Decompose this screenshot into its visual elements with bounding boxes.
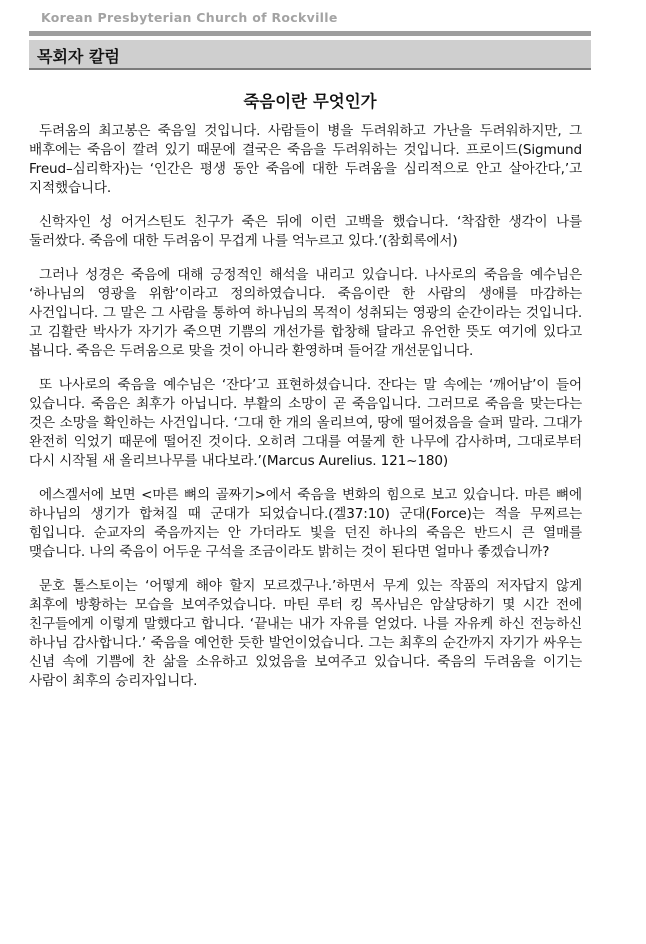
section-label: 목회자 칼럼 — [37, 47, 120, 66]
section-bar — [29, 40, 591, 70]
article-body — [29, 122, 582, 706]
article-paragraph: 두려움의 최고봉은 죽음일 것입니다. 사람들이 병을 두려워하고 가난을 두려워하지만, 그 배후에는 죽음이 깔려 있기 때문에 결국은 죽음을 두려워하는 것입니다. 프로이드(Sigmund Freud–심리학자)는 ‘인간은 평생 동안 죽음에 대한 두려움을 심리적으로 안고 살아간다,’고 지적했습니다. — [29, 123, 582, 196]
article-paragraph: 문호 톨스토이는 ‘어떻게 해야 할지 모르겠구나.’하면서 무게 있는 작품의 저자답지 않게 최후에 방황하는 모습을 보여주었습니다. 마틴 루터 킹 목사님은 암살당하기 몇 시간 전에 친구들에게 이렇게 말했다고 합니다. ‘끝내는 내가 자유를 얻었다. 나를 자유케 하신 전능하신 하나님 감사합니다.’ 죽음을 예언한 듯한 발언이었습니다. 그는 최후의 순간까지 자기가 싸우는 신념 속에 기쁨에 찬 삶을 소유하고 있었음을 보여주고 있습니다. 죽음의 두려움을 이기는 사람이 최후의 승리자입니다. — [29, 578, 582, 689]
article-paragraph: 또 나사로의 죽음을 예수님은 ‘잔다’고 표현하셨습니다. 잔다는 말 속에는 ‘깨어남’이 들어 있습니다. 죽음은 최후가 아닙니다. 부활의 소망이 곧 죽음입니다. 그러므로 죽음을 맞는다는 것은 소망을 확인하는 사건입니다. ‘그대 한 개의 올리브여, 땅에 떨어졌음을 슬퍼 말라. 그대가 완전히 익었기 때문에 떨어진 것이다. 오히려 그대를 여물게 한 나무에 감사하며, 그대로부터 다시 시작될 새 올리브나무를 내다보라.’(Marcus Aurelius. 121~180) — [29, 377, 582, 469]
church-name-header: Korean Presbyterian Church of Rockville — [41, 10, 338, 25]
article-title: 죽음이란 무엇인가 — [243, 92, 377, 111]
article-paragraph: 신학자인 성 어거스틴도 친구가 죽은 뒤에 이런 고백을 했습니다. ‘착잡한 생각이 나를 둘러쌌다. 죽음에 대한 두려움이 무겁게 나를 억누르고 있다.’(참회록에서) — [29, 214, 582, 249]
article-paragraph: 그러나 성경은 죽음에 대해 긍정적인 해석을 내리고 있습니다. 나사로의 죽음을 예수님은 ‘하나님의 영광을 위함’이라고 정의하였습니다. 죽음이란 한 사람의 생애를 마감하는 사건입니다. 그 말은 그 사람을 통하여 하나님의 목적이 성취되는 영광의 순간이라는 것입니다. 고 김활란 박사가 자기가 죽으면 기쁨의 개선가를 합창해 달라고 유언한 뜻도 여기에 있다고 봅니다. 죽음은 두려움으로 맞을 것이 아니라 환영하며 들어갈 개선문입니다. — [29, 267, 582, 359]
header-rule — [29, 31, 591, 36]
article-paragraph: 에스겔서에 보면 <마른 뼈의 골짜기>에서 죽음을 변화의 힘으로 보고 있습니다. 마른 뼈에 하나님의 생기가 합쳐질 때 군대가 되었습니다.(겔37:10) 군대(Force)는 적을 무찌르는 힘입니다. 순교자의 죽음까지는 안 가더라도 빛을 던진 하나의 죽음은 반드시 큰 열매를 맺습니다. 나의 죽음이 어두운 구석을 조금이라도 밝히는 것이 된다면 얼마나 좋겠습니까? — [29, 487, 582, 560]
